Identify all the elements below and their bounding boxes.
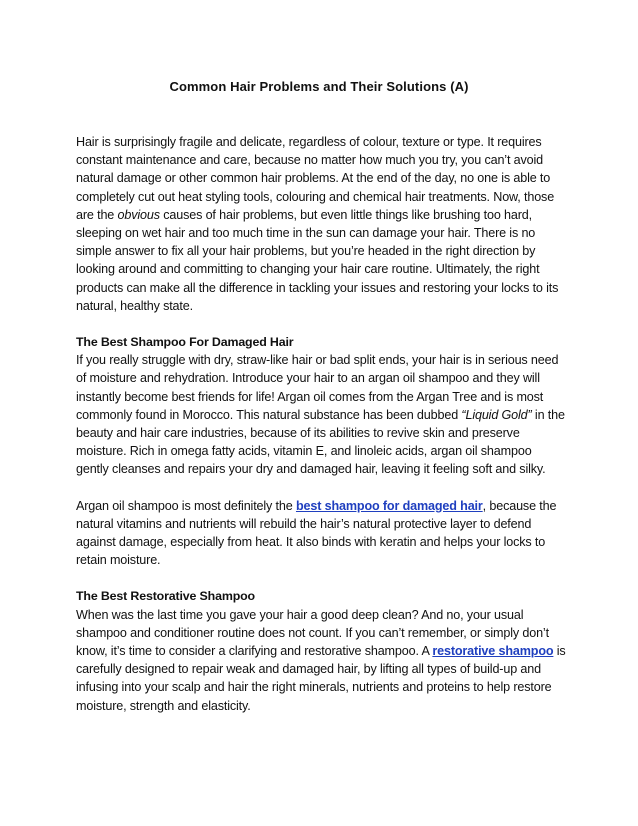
best-shampoo-link[interactable]: best shampoo for damaged hair (295, 498, 483, 513)
damaged-hair-text-1: If you really struggle with dry, straw-like hair or bad split ends, your hair is in serious need of moisture and rehydration. Introduce your hair to an argan oil shampoo and they will instantly become best friends for life! Argan oil comes from the Argan Tree and is most commonly found in Morocco. This natural substance has been dubbed (76, 353, 559, 422)
intro-paragraph (76, 133, 566, 315)
paragraph-gap (76, 569, 566, 587)
document-body (76, 133, 566, 715)
restorative-paragraph (76, 606, 566, 715)
damaged-hair-paragraph-1 (76, 351, 566, 478)
paragraph-gap (76, 479, 566, 497)
section-heading-damaged-hair: The Best Shampoo For Damaged Hair (76, 335, 294, 350)
damaged-hair-text-2: in the beauty and hair care industries, because of its abilities to revive skin and preserve moisture. Rich in omega fatty acids, vitamin E, and linoleic acids, argan oil shampoo gently cleanses and repairs your dry and damaged hair, leaving it feeling soft and silky. (76, 407, 565, 477)
restorative-text-1: When was the last time you gave your hair a good deep clean? And no, your usual shampoo and conditioner routine does not count. If you can’t remember, or simply don’t know, it’s time to consider a clarifying and restorative shampoo. A (76, 607, 549, 659)
restorative-text-2: is carefully designed to repair weak and damaged hair, by lifting all types of build-up and infusing into your scalp and hair the right minerals, nutrients and proteins to help restore moisture, strength and elasticity. (76, 644, 566, 713)
damaged-hair-paragraph-2 (76, 497, 566, 570)
liquid-gold-emphasis: “Liquid Gold” (461, 407, 532, 422)
intro-text-2: causes of hair problems, but even little things like brushing too hard, sleeping on wet hair and too much time in the sun can damage your hair. There is no simple answer to fix all your hair problems, but you’re headed in the right direction by looking around and committing to changing your hair care routine. Ultimately, the right products can make all the difference in tackling your issues and restoring your locks to its natural, healthy state. (76, 207, 559, 313)
document-title: Common Hair Problems and Their Solutions (A) (169, 79, 469, 94)
intro-text-1: Hair is surprisingly fragile and delicate, regardless of colour, texture or type. It requires constant maintenance and care, because no matter how much you try, you can’t avoid natural damage or other common hair problems. At the end of the day, no one is able to completely cut out heat styling tools, colouring and chemical hair treatments. Now, those are the (76, 135, 555, 222)
section-heading-restorative: The Best Restorative Shampoo (76, 589, 255, 604)
intro-emphasis: obvious (117, 207, 160, 222)
damaged-hair-text-3: Argan oil shampoo is most definitely the (76, 498, 296, 513)
damaged-hair-text-4: , because the natural vitamins and nutrients will rebuild the hair’s natural protective layer to defend against damage, especially from heat. It also binds with keratin and helps your locks to retain moisture. (76, 498, 557, 568)
paragraph-gap (76, 315, 566, 333)
restorative-shampoo-link[interactable]: restorative shampoo (432, 644, 554, 659)
